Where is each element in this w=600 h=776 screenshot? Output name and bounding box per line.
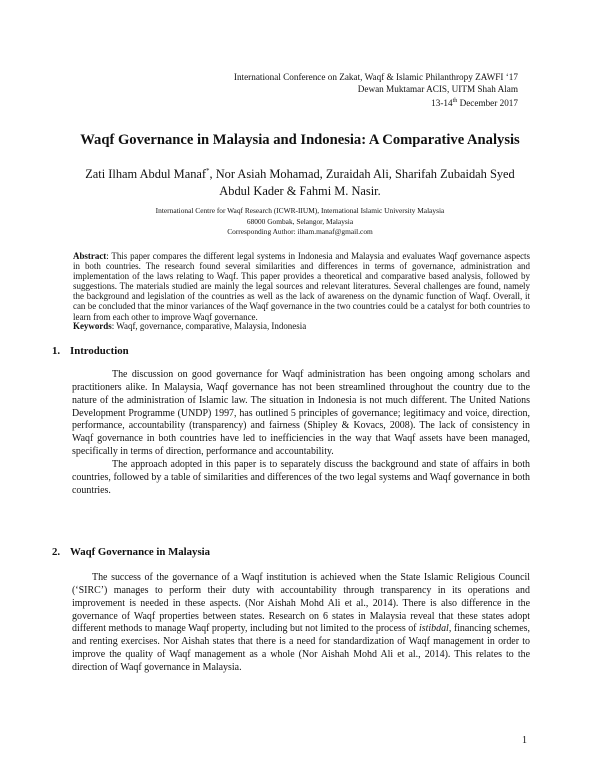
keywords-text: : Waqf, governance, comparative, Malaysia, Indonesia — [111, 321, 307, 331]
keywords — [73, 321, 530, 332]
introduction-paragraph: The approach adopted in this paper is to separately discuss the background and state of affairs in both countries, followed by a table of similarities and differences of the two legal systems and Waqf governance in both countries. — [72, 458, 530, 496]
introduction-body — [72, 369, 530, 497]
paper-title: Waqf Governance in Malaysia and Indonesia: A Comparative Analysis — [80, 132, 520, 148]
affiliation — [72, 206, 528, 238]
corresponding-author: Corresponding Author: ilham.manaf@gmail.com — [227, 227, 373, 237]
conference-date: 13-14th December 2017 — [431, 98, 518, 109]
abstract — [73, 251, 530, 322]
introduction-paragraph: The discussion on good governance for Waqf administration has been ongoing among scholars and practitioners alike. In Malaysia, Waqf governance has not been streamlined throughout the country due to the nature of the administration of Islamic law. The situation in Indonesia is not much different. The United Nations Development Programme (UNDP) 1997, has outlined 5 principles of governance; legitimacy and voice, direction, performance, accountability (transparency) and fairness (Shipley & Kovacs, 2008). The lack of consistency in Waqf governance in both countries have led to inefficiencies in the way that Waqf assets have been managed, specifically in terms of direction, performance and accountability. — [72, 369, 530, 458]
affiliation-address: 68000 Gombak, Selangor, Malaysia — [246, 216, 354, 226]
keywords-label: Keywords — [73, 321, 112, 331]
malaysia-paragraph: The success of the governance of a Waqf institution is achieved when the State Islamic Religious Council (‘SIRC’) manages to perform their duty with accountability through transparency in its operations and improvement is needed in these aspects. (Nor Aishah Mohd Ali et al., 2014). There is also difference in the governance of Waqf properties between states. Research on 6 states in Malaysia reveal that these states adopt different methods to manage Waqf property, including but not limited to the process of istibdal, financing schemes, and renting exercises. Nor Aishah states that there is a need for standardization of Waqf management in order to improve the quality of Waqf management as a whole (Nor Aishah Mohd Ali et al., 2014). This relates to the direction of Waqf governance in Malaysia. — [72, 572, 530, 673]
abstract-text: : This paper compares the different legal systems in Indonesia and Malaysia and evaluates Waqf governance aspects in both countries. The research found several similarities and differences in terms of governance, administration and implementation of the laws relating to Waqf. This paper provides a theoretical and comparative based analysis, followed by suggestions. The materials studied are mainly the legal sources and relevant literatures. Several challenges are found, namely the background and legislation of the countries as well as the lack of awareness on the dynamic function of Waqf. Overall, it can be concluded that the minor variances of the Waqf governance in the two countries could be a catalyst for both countries to learn from each other to improve Waqf governance. — [73, 251, 530, 322]
malaysia-body — [72, 572, 530, 675]
affiliation-institution: International Centre for Waqf Research (ICWR-IIUM), International Islamic University Malaysia — [155, 206, 445, 215]
conference-name: International Conference on Zakat, Waqf & Islamic Philanthropy ZAWFI ‘17 — [233, 72, 518, 82]
conference-header — [118, 71, 518, 109]
section-heading-introduction: 1. Introduction — [52, 345, 129, 357]
author-list: Zati Ilham Abdul Manaf*, Nor Asiah Mohamad, Zuraidah Ali, Sharifah Zubaidah Syed Abdul Kader & Fahmi M. Nasir. — [85, 167, 515, 199]
conference-venue: Dewan Muktamar ACIS, UITM Shah Alam — [357, 84, 518, 94]
section-heading-malaysia: 2. Waqf Governance in Malaysia — [52, 546, 211, 558]
page-number: 1 — [522, 735, 527, 746]
abstract-label: Abstract — [73, 251, 107, 261]
